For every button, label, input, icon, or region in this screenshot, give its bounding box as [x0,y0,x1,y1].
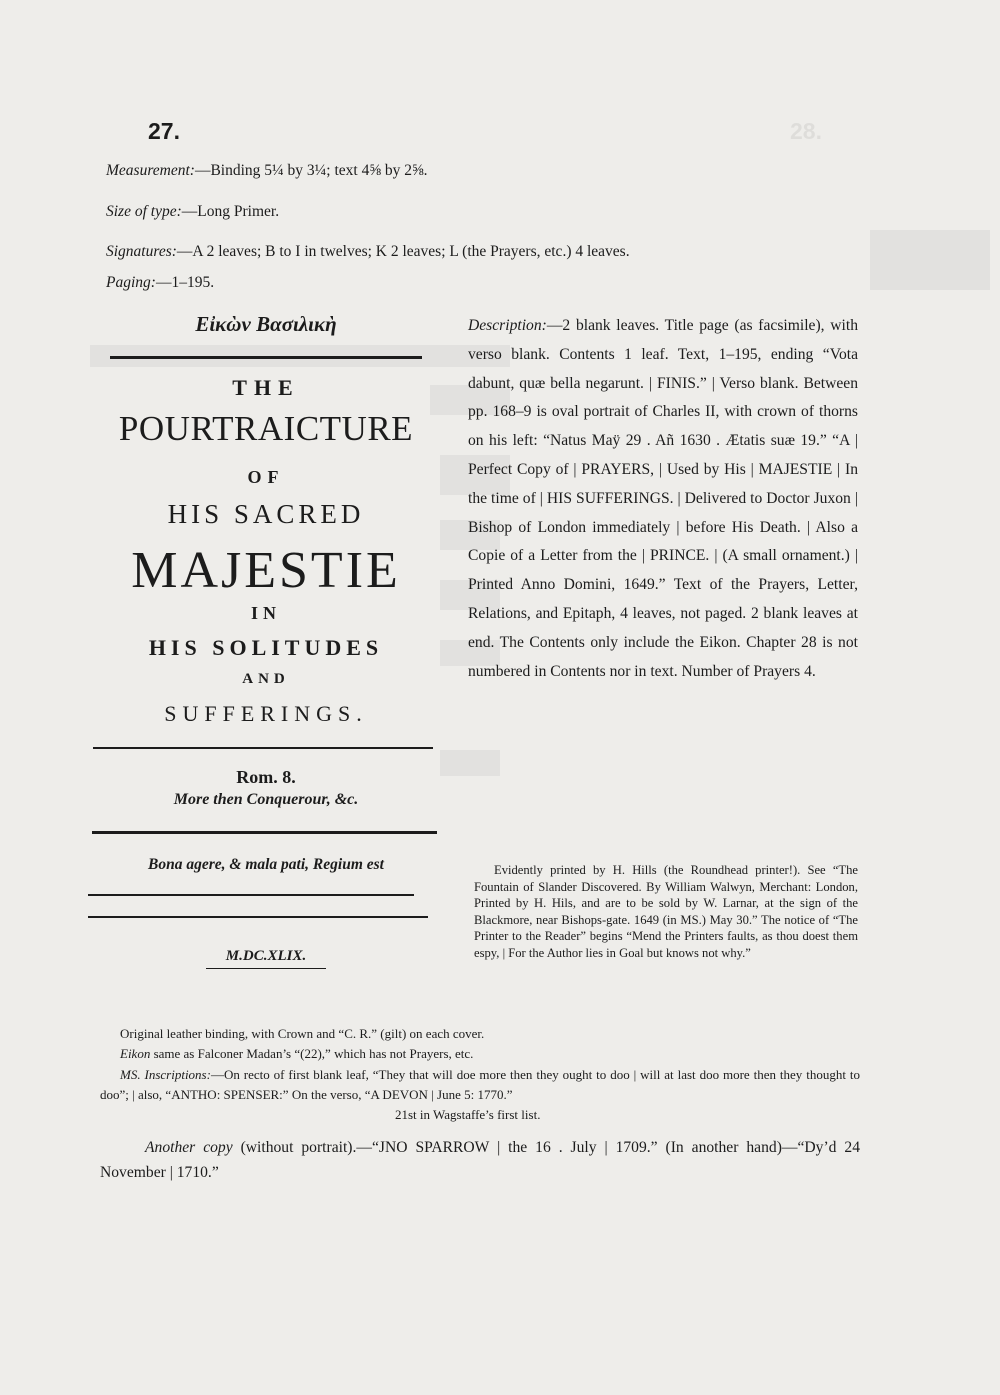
ms-inscriptions [100,1065,860,1106]
greek-title: Εἰκὼν Βασιλικὴ [195,312,337,336]
title-bona-agere: Bona agere, & mala pati, Regium est [148,856,384,873]
page-number: 27. [148,118,180,144]
ms-text: —On recto of first blank leaf, “They that will doe more then they ought to doo | will at last doo more then they thought to doo”; | also, “ANTHO: SPENSER:” On the verso, “A DEVON | June 5: 1770.” [100,1066,860,1102]
title-of: OF [247,467,285,487]
title-date: M.DC.XLIX. [225,948,307,964]
title-sufferings: SUFFERINGS. [164,701,368,726]
eikon-line [100,1044,860,1064]
facsimile-title-page [88,312,444,969]
title-the: THE [232,375,300,400]
ms-label: MS. Inscriptions: [120,1066,211,1082]
paging-label: Paging: [106,274,156,291]
size-of-type-line [106,203,279,221]
description-label: Description: [468,317,547,334]
another-copy [100,1136,860,1185]
title-rule-2 [93,747,433,749]
title-his-sacred: HIS SACRED [167,499,365,529]
eikon-text: same as Falconer Madan’s “(22),” which has not Prayers, etc. [150,1046,474,1062]
paging-value: —1–195. [155,274,215,291]
paging-line [106,274,214,292]
title-rule-4 [88,894,414,896]
show-through-page-number: 28. [790,118,822,144]
description-text: —2 blank leaves. Title page (as facsimile), with verso blank. Contents 1 leaf. Text, 1–195, ending “Vota dabunt, quæ bella negarunt. | FINIS.” | Verso blank. Between pp. 168–9 is oval portrait of Charles II, with crown of thorns on his left: “Natus Maÿ 29 . Añ 1630 . Ætatis suæ 19.” “A | Perfect Copy of | PRAYERS, | Used by His | MAJESTIE | In the time of | HIS SUFFERINGS. | Delivered to Doctor Juxon | Bishop of London immediately | before His Death. | Also a Copie of a Letter from the | PRINCE. | (A small ornament.) | Printed Anno Domini, 1649.” Text of the Prayers, Letter, Relations, and Epitaph, 4 leaves, not paged. 2 blank leaves at end. The Contents only include the Eikon. Chapter 28 is not numbered in Contents nor in text. Number of Prayers 4. [468,317,858,680]
description [468,312,858,686]
title-rule-top [110,356,422,359]
signatures-line [106,243,630,261]
title-date-underline [206,968,326,969]
measurement-label: Measurement: [106,162,195,179]
measurement-line [106,162,427,180]
title-rule-5 [88,916,428,918]
title-his-solitudes: HIS SOLITUDES [148,635,384,660]
printer-note: Evidently printed by H. Hills (the Roundhead printer!). See “The Fountain of Slander Discovered. By William Walwyn, Merchant: London, Printed by H. Hils, and are to be sold by W. Larnar, at the sign of the Blackmore, near Bishops-gate. 1649 (in MS.) May 30.” The notice of “The Printer to the Reader” begins “Mend the Printers faults, as thou doest them espy, | For the Author lies in Goal but knows not why.” [474,863,858,960]
binding-line: Original leather binding, with Crown and “C. R.” (gilt) on each cover. [120,1026,485,1041]
title-majestie: MAJESTIE [131,542,401,599]
binding-section [100,1024,860,1125]
size-label: Size of type: [106,203,182,220]
title-rom: Rom. 8. [236,767,296,787]
another-label: Another copy [145,1139,233,1156]
eikon-label: Eikon [120,1046,151,1062]
wagstaffe-line: 21st in Wagstaffe’s first list. [395,1107,541,1123]
title-in: IN [250,603,281,623]
another-text: (without portrait).—“JNO SPARROW | the 16 . July | 1709.” (In another hand)—“Dy’d 24 November | 1710.” [100,1139,860,1181]
title-more-then: More then Conquerour, &c. [173,791,359,808]
signatures-label: Signatures: [106,243,177,260]
title-pourtraicture: POURTRAICTURE [118,409,414,448]
size-value: —Long Primer. [181,203,280,220]
measurement-value: —Binding 5¼ by 3¼; text 4⅝ by 2⅝. [194,162,428,179]
title-rule-3 [92,831,437,834]
title-and: AND [242,671,290,687]
signatures-value: —A 2 leaves; B to I in twelves; K 2 leaves; L (the Prayers, etc.) 4 leaves. [176,243,630,260]
